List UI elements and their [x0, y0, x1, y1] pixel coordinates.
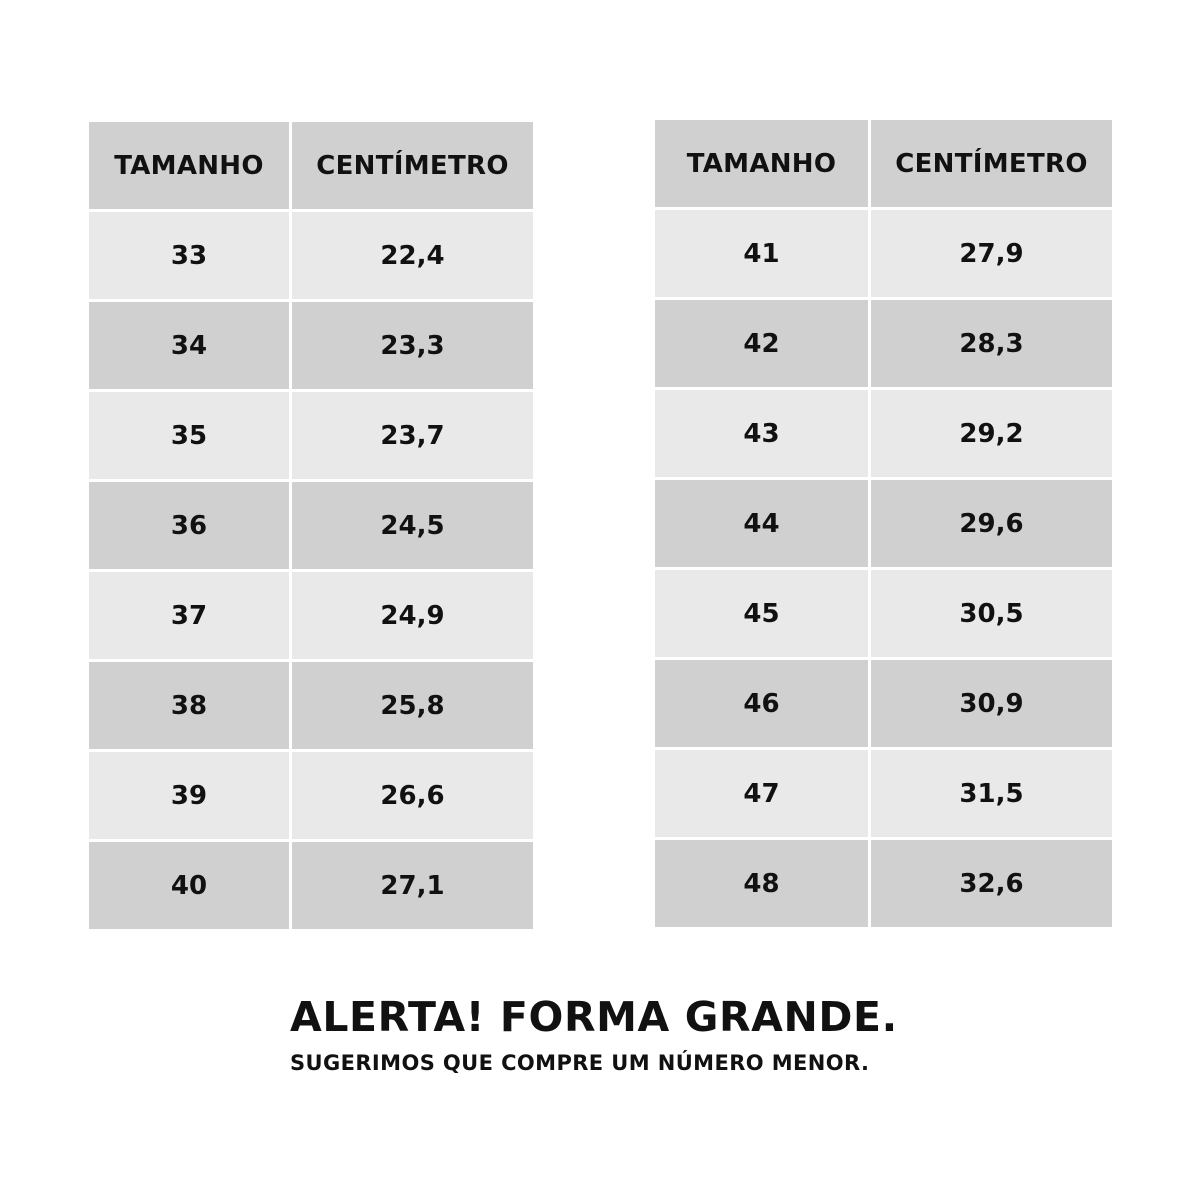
size-cell: 46	[655, 660, 868, 747]
table-row	[655, 480, 1112, 567]
size-cell: 39	[89, 752, 289, 839]
centimeter-cell: 28,3	[871, 300, 1112, 387]
centimeter-cell: 30,5	[871, 570, 1112, 657]
table-row	[655, 210, 1112, 297]
table-row	[89, 842, 533, 929]
centimeter-cell: 30,9	[871, 660, 1112, 747]
table-row	[655, 660, 1112, 747]
table-row	[655, 570, 1112, 657]
centimeter-cell: 22,4	[292, 212, 533, 299]
column-header-centimeter: CENTÍMETRO	[292, 122, 533, 209]
centimeter-cell: 29,2	[871, 390, 1112, 477]
table-header-row	[89, 122, 533, 209]
table-row	[89, 302, 533, 389]
alert-title: ALERTA! FORMA GRANDE.	[290, 993, 898, 1041]
table-row	[89, 212, 533, 299]
centimeter-cell: 27,1	[292, 842, 533, 929]
centimeter-cell: 23,7	[292, 392, 533, 479]
size-cell: 33	[89, 212, 289, 299]
size-cell: 45	[655, 570, 868, 657]
column-header-size: TAMANHO	[655, 120, 868, 207]
size-cell: 38	[89, 662, 289, 749]
size-cell: 44	[655, 480, 868, 567]
size-cell: 41	[655, 210, 868, 297]
size-cell: 35	[89, 392, 289, 479]
column-header-size: TAMANHO	[89, 122, 289, 209]
table-row	[655, 390, 1112, 477]
centimeter-cell: 32,6	[871, 840, 1112, 927]
table-row	[89, 482, 533, 569]
table-row	[655, 300, 1112, 387]
centimeter-cell: 27,9	[871, 210, 1112, 297]
centimeter-cell: 26,6	[292, 752, 533, 839]
centimeter-cell: 23,3	[292, 302, 533, 389]
table-row	[89, 662, 533, 749]
size-table-left	[86, 119, 536, 932]
table-row	[89, 572, 533, 659]
size-cell: 47	[655, 750, 868, 837]
centimeter-cell: 25,8	[292, 662, 533, 749]
column-header-centimeter: CENTÍMETRO	[871, 120, 1112, 207]
centimeter-cell: 24,9	[292, 572, 533, 659]
size-alert	[290, 992, 990, 1078]
size-cell: 34	[89, 302, 289, 389]
table-header-row	[655, 120, 1112, 207]
centimeter-cell: 29,6	[871, 480, 1112, 567]
size-cell: 40	[89, 842, 289, 929]
size-cell: 37	[89, 572, 289, 659]
size-cell: 42	[655, 300, 868, 387]
table-row	[655, 840, 1112, 927]
size-cell: 48	[655, 840, 868, 927]
size-table-right	[652, 117, 1115, 930]
size-cell: 36	[89, 482, 289, 569]
centimeter-cell: 31,5	[871, 750, 1112, 837]
centimeter-cell: 24,5	[292, 482, 533, 569]
alert-subtitle: SUGERIMOS QUE COMPRE UM NÚMERO MENOR.	[290, 1051, 870, 1075]
size-cell: 43	[655, 390, 868, 477]
table-row	[89, 392, 533, 479]
table-row	[89, 752, 533, 839]
table-row	[655, 750, 1112, 837]
